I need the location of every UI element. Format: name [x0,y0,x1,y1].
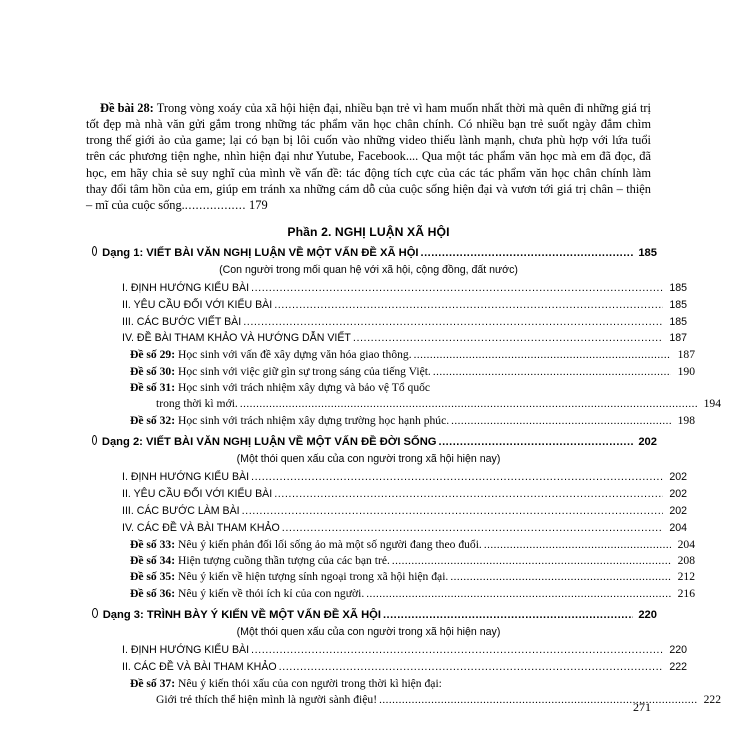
intro-page: 179 [249,197,268,212]
toc-entry-label [122,660,277,676]
toc-group-title-row[interactable] [92,246,657,262]
toc-entry-label [122,643,249,659]
table-of-contents [86,246,721,709]
dot-leader [282,520,663,537]
toc-entry-page: 208 [677,553,695,567]
toc-entry-text: I. ĐỊNH HƯỚNG KIỂU BÀI [122,644,250,657]
toc-entry-number: Đề số 35: [130,570,176,584]
dot-leader [251,469,663,486]
toc-entry-page: 198 [677,413,695,427]
toc-entry-number: Đề số 36: [130,586,176,600]
toc-entry-page: 222 [669,660,687,673]
toc-entry-text: Nêu ý kiến về hiện tượng sính ngoại trong xã hội hiện đại. [175,570,449,584]
toc-group-page: 185 [638,246,657,259]
toc-entry-page: 185 [669,281,687,294]
dot-leader [392,554,671,569]
toc-group [86,435,695,602]
toc-entry-label [122,298,272,314]
toc-entry-label [130,569,448,585]
toc-entry-label [122,331,351,347]
toc-entry-row[interactable] [130,380,695,396]
dot-leader [451,414,671,429]
toc-entry-text: II. YÊU CẦU ĐỐI VỚI KIỂU BÀI [122,487,273,500]
dot-leader [251,280,663,297]
toc-entry-text: I. ĐỊNH HƯỚNG KIỂU BÀI [122,471,250,484]
dot-leader [433,365,671,380]
dot-leader [240,397,697,412]
toc-entry-number: Đề số 34: [130,553,176,567]
toc-entry-page: 222 [703,693,721,707]
toc-entry-page: 220 [669,644,687,657]
circle-bullet-icon [92,246,97,256]
intro-paragraph [86,100,651,213]
toc-entry-label [130,364,431,380]
dot-leader [353,330,663,347]
toc-entry-label [122,487,272,503]
toc-entry-text: II. YÊU CẦU ĐỐI VỚI KIỂU BÀI [122,298,273,311]
dot-leader [242,503,663,520]
dot-leader [251,642,663,659]
dot-leader [366,587,671,602]
toc-entry-text: trong thời kì mới. [156,397,238,411]
intro-leader: ................. [184,197,246,212]
toc-group-title: Dạng 1: VIẾT BÀI VĂN NGHỊ LUẬN VỀ MỘT VẤN ĐỀ XÃ HỘI [102,246,419,259]
toc-entry-label [130,586,364,602]
circle-bullet-icon [92,435,97,445]
toc-entry-label [130,413,449,429]
toc-entry-text: Học sinh với trách nhiệm xây dựng và bảo vệ Tổ quốc [175,381,431,395]
toc-entry-page: 204 [677,537,695,551]
toc-entry-label [130,676,442,692]
toc-section-row[interactable] [122,642,687,659]
toc-entry-page: 216 [677,586,695,600]
toc-entry-row[interactable] [130,586,695,602]
toc-entry-page: 185 [669,315,687,328]
toc-section-row[interactable] [122,520,687,537]
toc-entry-text: Học sinh với việc giữ gìn sự trong sáng của tiếng Việt. [175,364,431,378]
toc-group-note: (Một thói quen xấu của con người trong xã hội hiện nay) [236,626,501,639]
dot-leader [421,246,633,262]
toc-entry-number: Đề số 37: [130,676,176,690]
dot-leader [450,570,671,585]
toc-group-page: 202 [638,436,657,449]
toc-entry-text: III. CÁC BƯỚC VIẾT BÀI [122,315,242,328]
toc-entry-page: 204 [669,521,687,534]
toc-section-row[interactable] [122,280,687,297]
toc-group-title: Dạng 3: TRÌNH BÀY Ý KIẾN VỀ MỘT VẤN ĐỀ XÃ HỘI [102,609,381,622]
toc-entry-number: Đề số 33: [130,537,176,551]
toc-group-page: 220 [638,609,657,622]
toc-entry-label [156,396,238,412]
dot-leader [414,348,671,363]
toc-entry-page: 202 [669,487,687,500]
toc-entry-row[interactable] [130,676,695,692]
toc-entry-row[interactable] [130,347,695,363]
dot-leader [274,486,663,503]
toc-entry-page: 187 [677,348,695,362]
dot-leader [439,435,633,451]
toc-entry-label [122,281,249,297]
toc-entry-page: 212 [677,570,695,584]
toc-entry-label [156,692,377,708]
toc-entry-page: 185 [669,298,687,311]
toc-entry-label [122,521,280,537]
toc-entry-label [122,315,241,331]
toc-entry-text: III. CÁC BƯỚC LÀM BÀI [122,504,240,517]
intro-text: Trong vòng xoáy của xã hội hiện đại, nhiều bạn trẻ vì ham muốn nhất thời mà quên đi những giá trị tốt đẹp mà nhà văn gửi gắm trong những tác phẩm văn học chân chính. Có nhiều bạn trẻ suốt ngày đắm chìm trong thế giới ảo của game; lại có bạn bị lôi cuốn vào những video thiếu lành mạnh, chưa phù hợp với lứa tuổi trên các phương tiện nghe, nhìn hiện đại như Yutube, Facebook.... Qua một tác phẩm văn học mà em đã đọc, đã học, em hãy chia sẻ suy nghĩ của mình về vấn đề: tác động tích cực của các tác phẩm văn học chân chính làm thay đổi tâm hồn của em, giúp em tránh xa những cám dỗ của cuộc sống hiện đại và vươn tới giá trị chân – thiện – mĩ của cuộc sống. [86,101,651,212]
toc-entry-row[interactable] [130,553,695,569]
toc-section-row[interactable] [122,486,687,503]
toc-entry-page: 187 [669,332,687,345]
toc-entry-page: 202 [669,504,687,517]
toc-entry-number: Đề số 32: [130,413,176,427]
toc-entry-row[interactable] [130,569,695,585]
toc-entry-text: Nêu ý kiến về thói ích kỉ của con người. [175,586,365,600]
toc-entry-text: Học sinh với vấn đề xây dựng văn hóa giao thông. [175,348,412,362]
intro-paragraph-block [86,100,651,213]
toc-entry-page: 202 [669,471,687,484]
toc-entry-page: 190 [677,364,695,378]
toc-entry-label [130,347,412,363]
toc-entry-text: Hiện tượng cuồng thần tượng của các bạn trẻ. [175,553,390,567]
toc-entry-text: Học sinh với trách nhiệm xây dựng trường học hạnh phúc. [175,413,450,427]
dot-leader [279,659,663,676]
toc-group-title-row[interactable] [92,608,657,624]
toc-group-note: (Một thói quen xấu của con người trong xã hội hiện nay) [236,453,501,466]
toc-entry-label [122,504,240,520]
toc-entry-number: Đề số 30: [130,364,176,378]
toc-group-title: Dạng 2: VIẾT BÀI VĂN NGHỊ LUẬN VỀ MỘT VẤN ĐỀ ĐỜI SỐNG [101,436,437,449]
toc-section-row[interactable] [122,314,687,331]
toc-entry-number: Đề số 29: [130,348,176,362]
toc-entry-label [130,380,430,396]
dot-leader [243,314,663,331]
toc-entry-text: Giới trẻ thích thể hiện mình là người sành điệu! [156,693,378,707]
dot-leader [274,297,663,314]
toc-section-row[interactable] [122,330,687,347]
toc-section-row[interactable] [122,297,687,314]
toc-section-row[interactable] [122,659,687,676]
toc-entry-page: 194 [703,397,721,411]
circle-bullet-icon [92,608,98,618]
page-number: 271 [633,700,651,714]
toc-entry-text: Nêu ý kiến phản đối lối sống ảo mà một số người đang theo đuổi. [175,537,482,551]
toc-entry-row[interactable] [130,537,695,553]
toc-entry-number: Đề số 31: [130,381,176,395]
toc-section-row[interactable] [122,469,687,486]
toc-entry-text: IV. CÁC ĐỀ VÀ BÀI THAM KHẢO [122,521,280,534]
toc-entry-row[interactable] [130,413,695,429]
toc-entry-label [122,470,249,486]
toc-entry-row[interactable] [156,396,721,412]
toc-group-title-row[interactable] [92,435,657,451]
toc-group [86,246,721,429]
toc-section-row[interactable] [122,503,687,520]
toc-entry-label [130,553,390,569]
toc-group [86,608,721,708]
toc-entry-text: Nêu ý kiến thói xấu của con người trong thời kì hiện đại: [175,676,442,690]
dot-leader [383,608,633,624]
toc-entry-label [130,537,482,553]
page-title: Phần 2. NGHỊ LUẬN XÃ HỘI [287,224,450,239]
dot-leader [484,538,671,553]
toc-entry-text: II. CÁC ĐỀ VÀ BÀI THAM KHẢO [122,660,277,673]
toc-entry-row[interactable] [130,364,695,380]
intro-label: Đề bài 28: [100,101,154,115]
toc-entry-text: I. ĐỊNH HƯỚNG KIỂU BÀI [122,281,250,294]
toc-group-note: (Con người trong mối quan hệ với xã hội, cộng đồng, đất nước) [219,263,518,276]
toc-entry-text: IV. ĐỀ BÀI THAM KHẢO VÀ HƯỚNG DẪN VIẾT [122,332,351,345]
